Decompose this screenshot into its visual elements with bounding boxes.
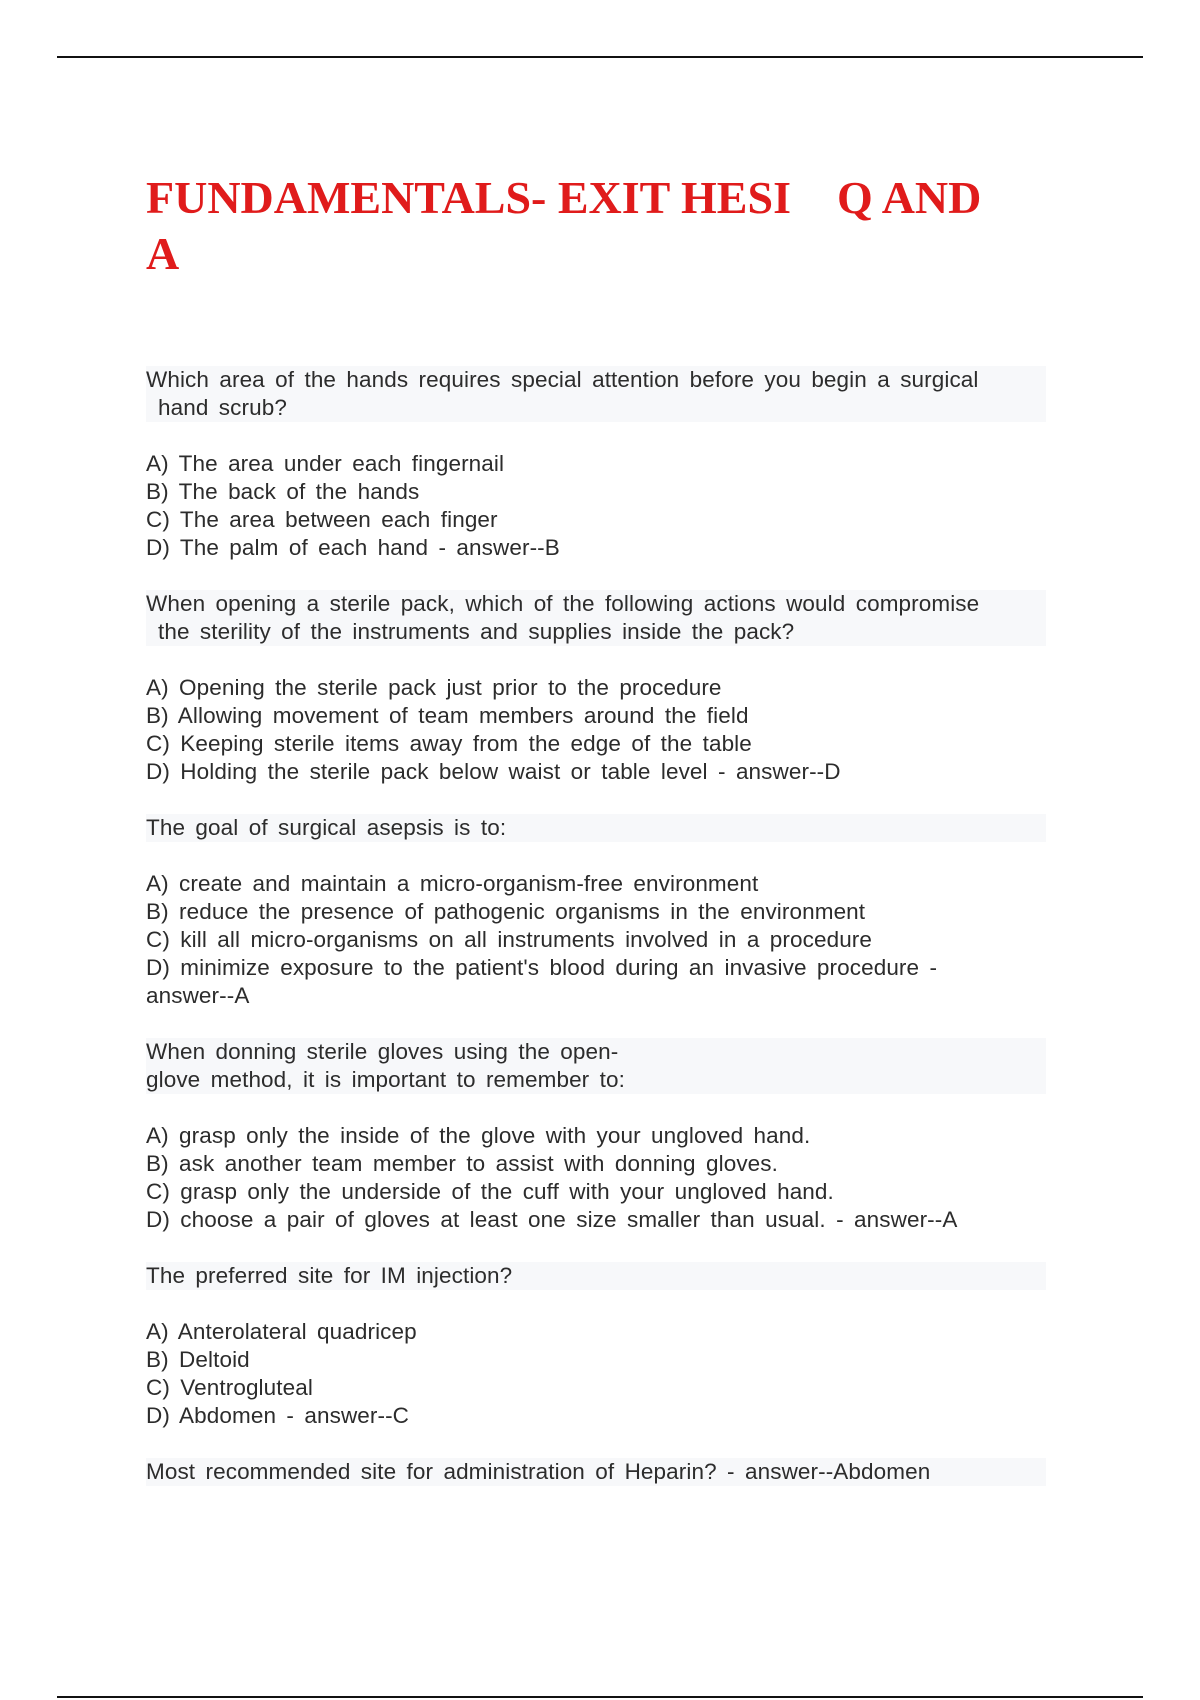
option-c: C) Keeping sterile items away from the edge of the table: [146, 731, 752, 756]
option-a: A) Opening the sterile pack just prior to the procedure: [146, 675, 722, 700]
option-c: C) grasp only the underside of the cuff with your ungloved hand.: [146, 1179, 834, 1204]
options-list: [146, 1318, 1046, 1430]
question-text: [146, 1262, 1046, 1290]
question-block-1: [146, 366, 1046, 562]
question-text: [146, 590, 1046, 646]
options-list: [146, 1122, 1046, 1234]
option-d: D) choose a pair of gloves at least one size smaller than usual. - answer--A: [146, 1207, 958, 1232]
options-list: [146, 870, 1046, 1010]
title-line-1b: Q AND: [836, 172, 982, 223]
qa-content: [146, 366, 1046, 1514]
page-title: [146, 170, 1046, 282]
option-b: B) reduce the presence of pathogenic organisms in the environment: [146, 899, 866, 924]
option-continuation: answer--A: [146, 983, 250, 1008]
question-block-4: [146, 1038, 1046, 1234]
option-a: A) grasp only the inside of the glove with your ungloved hand.: [146, 1123, 811, 1148]
question-line-1: Which area of the hands requires special attention before you begin a surgical: [146, 367, 979, 392]
options-list: [146, 674, 1046, 786]
question-text: [146, 814, 1046, 842]
option-a: A) Anterolateral quadricep: [146, 1319, 417, 1344]
question-line-1: When opening a sterile pack, which of the following actions would compromise: [146, 591, 980, 616]
option-c: C) The area between each finger: [146, 507, 498, 532]
question-line-1: The preferred site for IM injection?: [146, 1263, 513, 1288]
question-block-6: [146, 1458, 1046, 1486]
question-line-1: Most recommended site for administration of Heparin? - answer--Abdomen: [146, 1459, 931, 1484]
question-text: [146, 1038, 1046, 1094]
question-line-2: glove method, it is important to remember to:: [146, 1067, 625, 1092]
option-d: D) Holding the sterile pack below waist or table level - answer--D: [146, 759, 841, 784]
option-d: D) The palm of each hand - answer--B: [146, 535, 560, 560]
title-line-2: A: [146, 228, 180, 279]
option-a: A) create and maintain a micro-organism-free environment: [146, 871, 759, 896]
option-c: C) kill all micro-organisms on all instruments involved in a procedure: [146, 927, 873, 952]
top-rule: [57, 56, 1143, 58]
question-line-1: When donning sterile gloves using the open-: [146, 1039, 619, 1064]
question-line-2: hand scrub?: [158, 395, 287, 420]
option-b: B) The back of the hands: [146, 479, 420, 504]
option-c: C) Ventrogluteal: [146, 1375, 313, 1400]
question-block-2: [146, 590, 1046, 786]
option-b: B) Allowing movement of team members around the field: [146, 703, 749, 728]
title-line-1: FUNDAMENTALS- EXIT HESI: [146, 172, 791, 223]
question-text: [146, 366, 1046, 422]
question-text: [146, 1458, 1046, 1486]
option-d: D) Abdomen - answer--C: [146, 1403, 410, 1428]
question-block-3: [146, 814, 1046, 1010]
options-list: [146, 450, 1046, 562]
option-a: A) The area under each fingernail: [146, 451, 505, 476]
question-line-2: the sterility of the instruments and supplies inside the pack?: [158, 619, 795, 644]
question-block-5: [146, 1262, 1046, 1430]
bottom-rule: [57, 1696, 1143, 1698]
question-line-1: The goal of surgical asepsis is to:: [146, 815, 507, 840]
option-b: B) ask another team member to assist with donning gloves.: [146, 1151, 778, 1176]
option-d: D) minimize exposure to the patient's blood during an invasive procedure -: [146, 955, 938, 980]
option-b: B) Deltoid: [146, 1347, 250, 1372]
